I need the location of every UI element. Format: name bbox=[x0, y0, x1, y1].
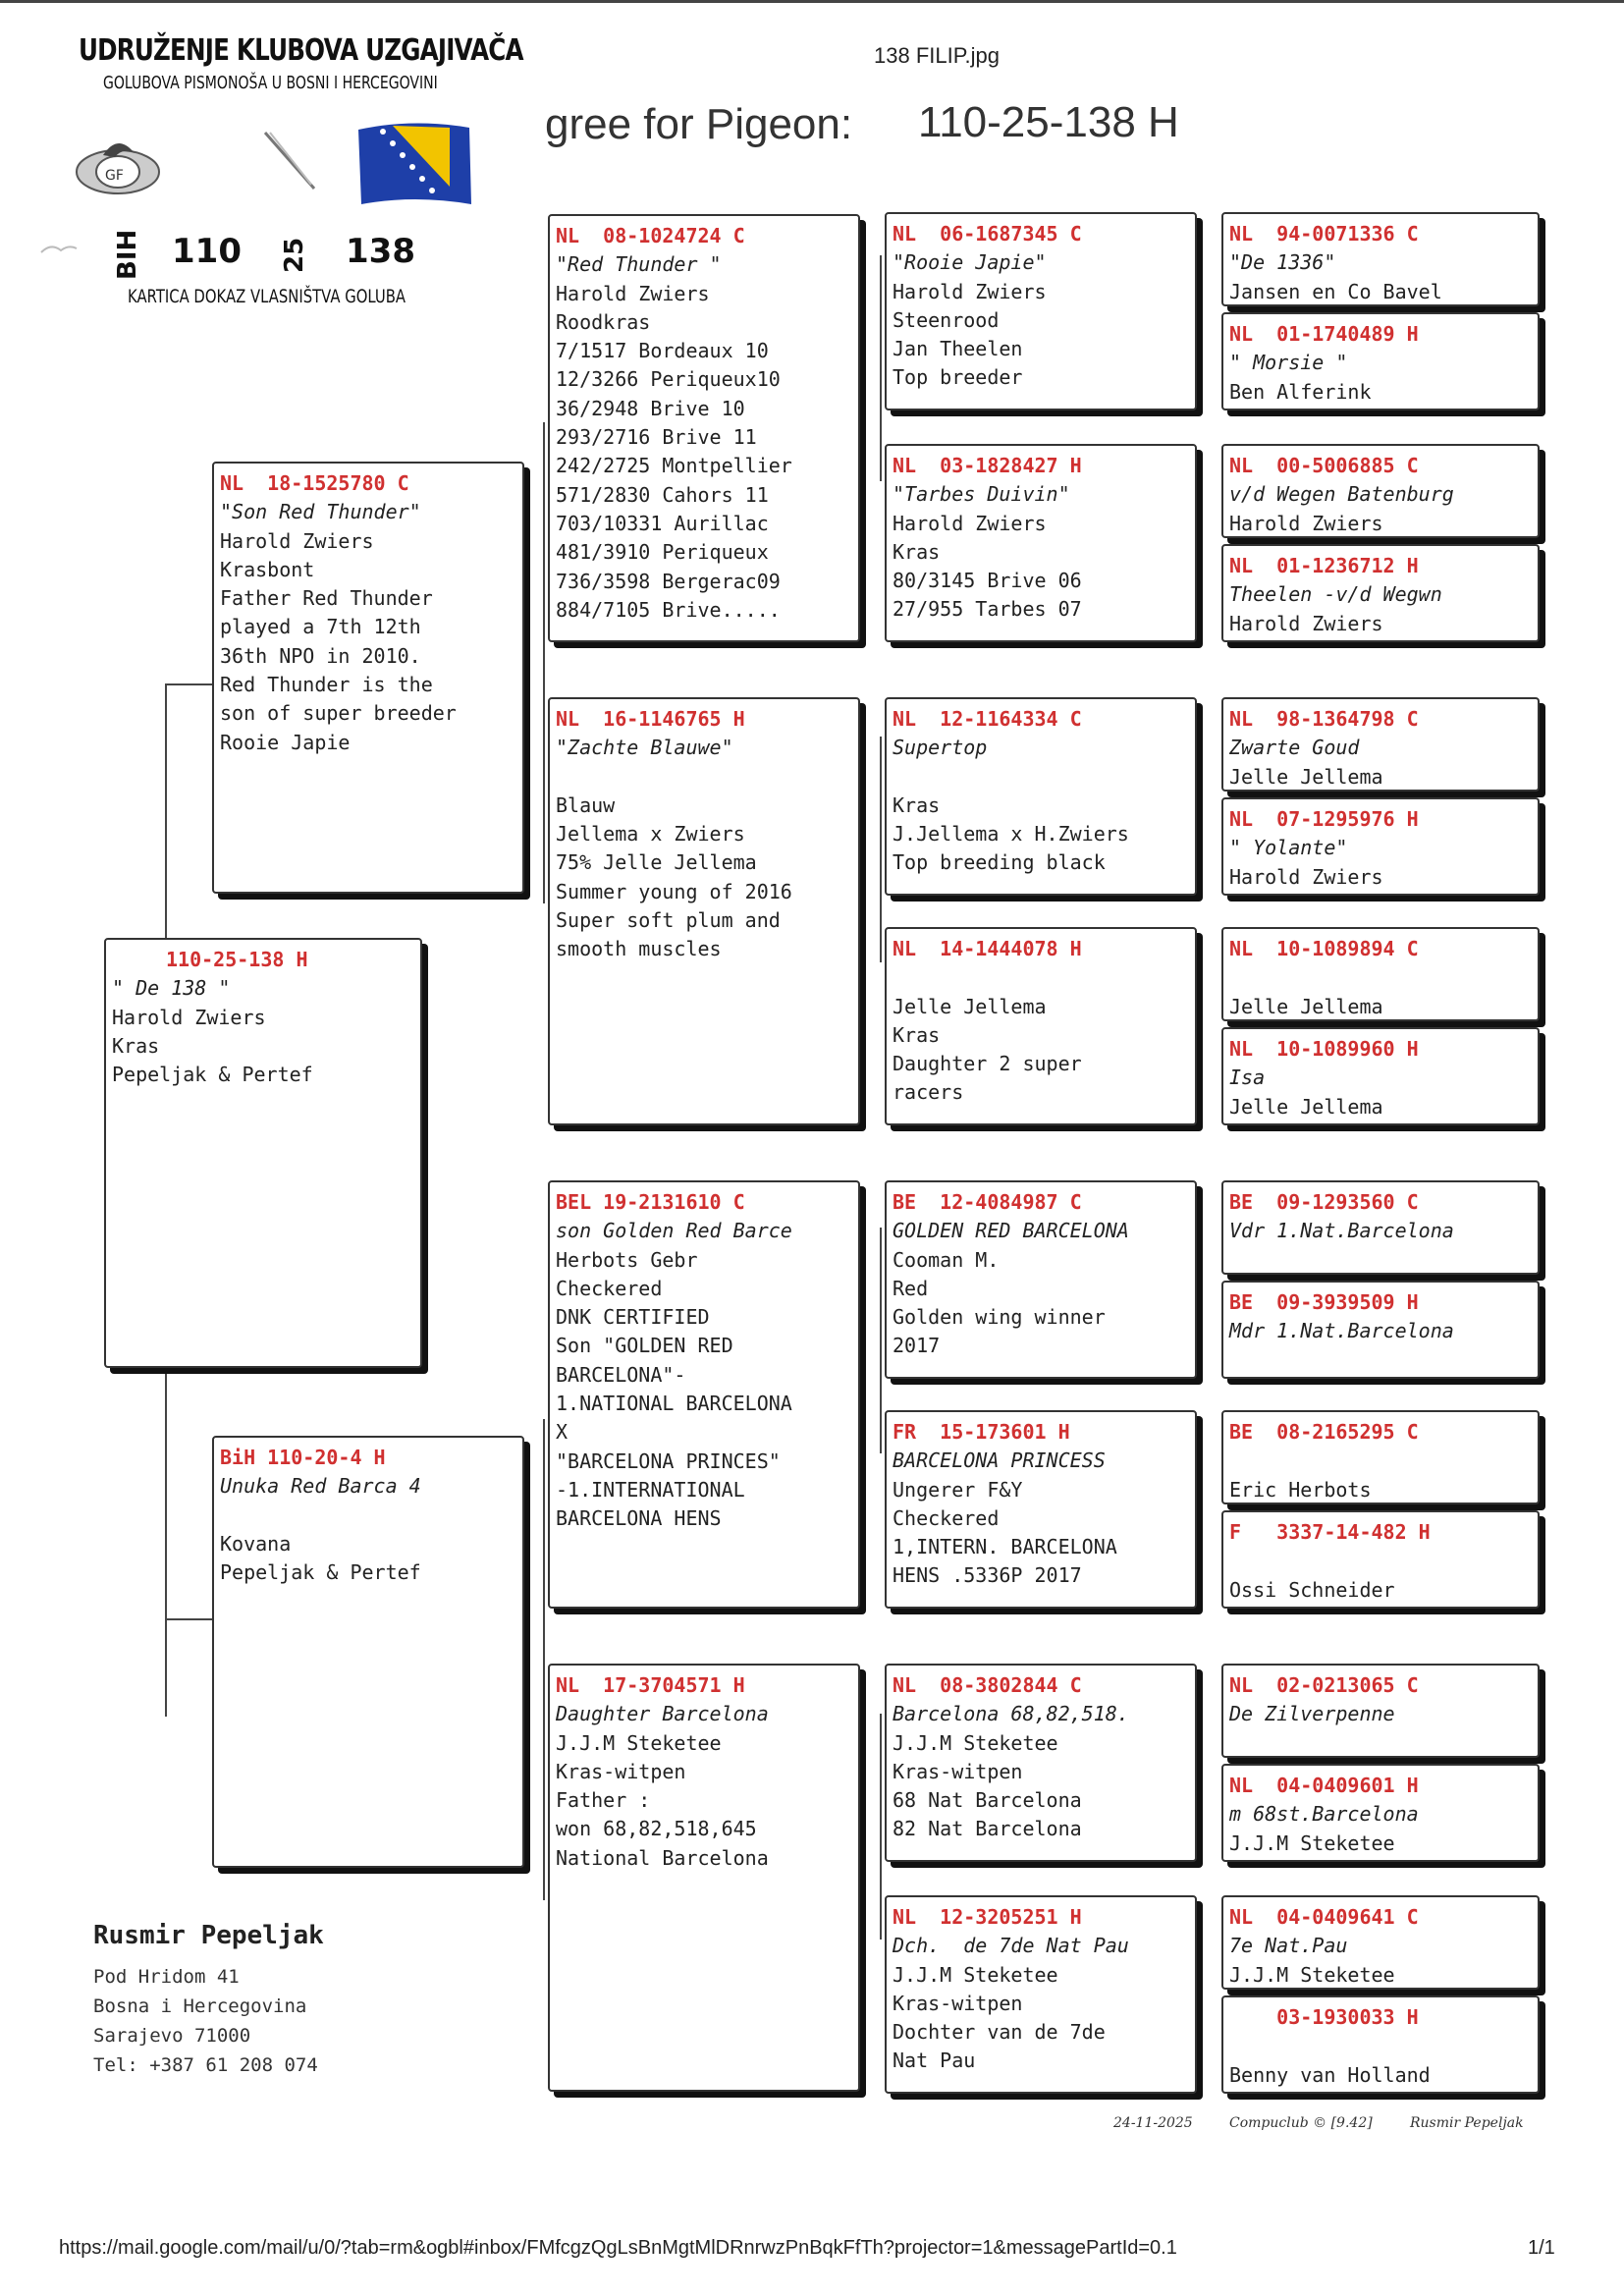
connector bbox=[543, 422, 545, 903]
pigeon-name: Unuka Red Barca 4 bbox=[220, 1474, 421, 1499]
pigeon-detail: Father : bbox=[556, 1788, 651, 1813]
ring-number: NL 17-3704571 H bbox=[556, 1673, 745, 1697]
pigeon-detail: 481/3910 Periqueux bbox=[556, 540, 769, 565]
pigeon-detail: Kras-witpen bbox=[556, 1759, 686, 1783]
ring-number: NL 07-1295976 H bbox=[1229, 807, 1419, 831]
pigeon-card-sire[interactable] bbox=[212, 462, 524, 894]
svg-text:GF: GF bbox=[105, 168, 124, 184]
ring-part-2: 138 bbox=[346, 232, 415, 271]
pigeon-detail: won 68,82,518,645 bbox=[556, 1817, 757, 1841]
pigeon-detail: "BARCELONA PRINCES" bbox=[556, 1448, 781, 1473]
pigeon-detail: 68 Nat Barcelona bbox=[893, 1788, 1082, 1813]
pigeon-card-dd[interactable] bbox=[548, 1664, 860, 2092]
pigeon-card-sss[interactable] bbox=[885, 212, 1197, 410]
ring-number: BE 12-4084987 C bbox=[893, 1190, 1082, 1214]
pigeon-detail: Rooie Japie bbox=[220, 730, 351, 754]
pigeon-detail: National Barcelona bbox=[556, 1845, 769, 1870]
page-title-ring: 110-25-138 H bbox=[918, 98, 1179, 146]
connector bbox=[165, 683, 214, 685]
pigeon-card-ss[interactable] bbox=[548, 214, 860, 642]
pigeon-detail: -1.INTERNATIONAL bbox=[556, 1477, 745, 1502]
pigeon-card-dam[interactable] bbox=[212, 1436, 524, 1868]
author-credit: Rusmir Pepeljak bbox=[1410, 2115, 1524, 2131]
ring-number: NL 12-3205251 H bbox=[893, 1905, 1082, 1929]
pigeon-name: Zwarte Goud bbox=[1229, 736, 1360, 760]
pigeon-detail: DNK CERTIFIED bbox=[556, 1305, 710, 1330]
pigeon-detail: Blauw bbox=[556, 792, 616, 817]
top-border bbox=[0, 0, 1624, 3]
pigeon-card-g8[interactable] bbox=[1221, 1027, 1540, 1125]
pigeon-name: "Tarbes Duivin" bbox=[893, 482, 1070, 507]
pigeon-detail: Eric Herbots bbox=[1229, 1477, 1372, 1502]
ring-number: NL 03-1828427 H bbox=[893, 454, 1082, 477]
ring-number: FR 15-173601 H bbox=[893, 1420, 1070, 1444]
owner-address: Bosna i Hercegovina bbox=[93, 1995, 307, 2017]
pigeon-detail: 2017 bbox=[893, 1334, 941, 1358]
pigeon-name: "Zachte Blauwe" bbox=[556, 736, 733, 760]
dove-watermark-icon bbox=[39, 241, 79, 264]
pigeon-name: Dch. de 7de Nat Pau bbox=[893, 1934, 1129, 1958]
ring-number: BE 09-1293560 C bbox=[1229, 1190, 1419, 1214]
ring-number: NL 06-1687345 C bbox=[893, 222, 1082, 246]
pigeon-detail: Dochter van de 7de bbox=[893, 2020, 1106, 2045]
pigeon-detail: Harold Zwiers bbox=[1229, 864, 1383, 889]
ring-number: NL 04-0409641 C bbox=[1229, 1905, 1419, 1929]
pigeon-detail: Harold Zwiers bbox=[1229, 611, 1383, 635]
ring-number: 110-25-138 H bbox=[166, 948, 308, 971]
pigeon-detail: 884/7105 Brive..... bbox=[556, 597, 781, 622]
pigeon-name: Mdr 1.Nat.Barcelona bbox=[1229, 1319, 1454, 1343]
pigeon-card-g14[interactable] bbox=[1221, 1764, 1540, 1862]
connector bbox=[165, 1618, 214, 1620]
pigeon-detail: Ben Alferink bbox=[1229, 379, 1372, 404]
pigeon-card-sdd[interactable] bbox=[885, 927, 1197, 1125]
pigeon-detail: 293/2716 Brive 11 bbox=[556, 425, 757, 450]
pigeon-detail: BARCELONA HENS bbox=[556, 1506, 722, 1531]
pigeon-name: "Red Thunder " bbox=[556, 252, 722, 277]
ring-number: NL 12-1164334 C bbox=[893, 707, 1082, 731]
pigeon-detail: Jan Theelen bbox=[893, 337, 1023, 361]
pigeon-card-subject[interactable] bbox=[104, 938, 422, 1368]
pigeon-name bbox=[1229, 2032, 1532, 2060]
pigeon-detail: Jelle Jellema bbox=[1229, 994, 1383, 1018]
pigeon-detail: J.J.M Steketee bbox=[1229, 1831, 1395, 1855]
pigeon-detail: 7/1517 Bordeaux 10 bbox=[556, 339, 769, 363]
pigeon-detail: Steenrood bbox=[893, 307, 1000, 332]
country-code: BIH bbox=[113, 229, 142, 280]
ring-number: NL 10-1089894 C bbox=[1229, 937, 1419, 960]
ring-number: NL 16-1146765 H bbox=[556, 707, 745, 731]
pigeon-detail: Summer young of 2016 bbox=[556, 879, 792, 903]
ring-number: NL 01-1236712 H bbox=[1229, 554, 1419, 577]
pigeon-card-g10[interactable] bbox=[1221, 1281, 1540, 1379]
pigeon-detail: Kras bbox=[893, 792, 941, 817]
pigeon-detail: Daughter 2 super bbox=[893, 1052, 1082, 1076]
pigeon-detail: racers bbox=[893, 1080, 964, 1105]
pigeon-detail: Nat Pau bbox=[893, 2049, 976, 2073]
pigeon-detail: smooth muscles bbox=[556, 937, 722, 961]
pigeon-detail: Kras bbox=[893, 539, 941, 564]
pigeon-detail bbox=[893, 763, 1189, 792]
pigeon-detail: Ossi Schneider bbox=[1229, 1577, 1395, 1602]
ring-number: BEL 19-2131610 C bbox=[556, 1190, 745, 1214]
pigeon-detail: Red bbox=[893, 1276, 929, 1300]
ring-year: 25 bbox=[280, 237, 309, 273]
pigeon-detail: Krasbont bbox=[220, 557, 315, 581]
pigeon-name: Daughter Barcelona bbox=[556, 1702, 769, 1726]
pigeon-detail: Checkered bbox=[893, 1505, 1000, 1530]
pigeon-card-g7[interactable] bbox=[1221, 927, 1540, 1021]
pigeon-detail: Benny van Holland bbox=[1229, 2062, 1431, 2087]
pigeon-name: Isa bbox=[1229, 1066, 1266, 1090]
ring-number: F 3337-14-482 H bbox=[1229, 1520, 1431, 1544]
pigeon-card-g1[interactable] bbox=[1221, 212, 1540, 306]
pigeon-card-g2[interactable] bbox=[1221, 312, 1540, 410]
ring-number: BiH 110-20-4 H bbox=[220, 1446, 386, 1469]
pigeon-name: Theelen -v/d Wegwn bbox=[1229, 582, 1442, 607]
pigeon-detail: Harold Zwiers bbox=[893, 511, 1047, 535]
ring-number: NL 02-0213065 C bbox=[1229, 1673, 1419, 1697]
ring-number: NL 98-1364798 C bbox=[1229, 707, 1419, 731]
pigeon-detail: Harold Zwiers bbox=[556, 281, 710, 305]
owner-address: Pod Hridom 41 bbox=[93, 1966, 240, 1988]
pigeon-detail: Father Red Thunder bbox=[220, 586, 433, 611]
bih-flag-icon bbox=[353, 118, 476, 215]
pigeon-detail: 27/955 Tarbes 07 bbox=[893, 597, 1082, 622]
club-logo bbox=[64, 128, 172, 210]
pigeon-card-dss[interactable] bbox=[885, 1180, 1197, 1379]
ring-part-1: 110 bbox=[172, 232, 242, 271]
pigeon-feather-icon bbox=[260, 128, 319, 200]
pigeon-detail: son of super breeder bbox=[220, 701, 457, 726]
page-number: 1/1 bbox=[1528, 2237, 1555, 2259]
pigeon-detail: Harold Zwiers bbox=[220, 528, 374, 553]
connector bbox=[880, 737, 882, 962]
pigeon-name bbox=[893, 963, 1189, 992]
pigeon-name: " Morsie " bbox=[1229, 351, 1348, 375]
pigeon-name: "De 1336" bbox=[1229, 250, 1336, 275]
connector bbox=[543, 1419, 545, 1900]
pigeon-detail: Herbots Gebr bbox=[556, 1247, 698, 1272]
pigeon-detail: 703/10331 Aurillac bbox=[556, 511, 769, 535]
pigeon-detail bbox=[556, 763, 852, 792]
owner-name: Rusmir Pepeljak bbox=[93, 1921, 324, 1950]
connector bbox=[880, 1714, 882, 1940]
pigeon-detail: Jelle Jellema bbox=[1229, 1094, 1383, 1119]
pigeon-card-g16[interactable] bbox=[1221, 1995, 1540, 2094]
pigeon-card-g15[interactable] bbox=[1221, 1895, 1540, 1990]
pigeon-detail: Ungerer F&Y bbox=[893, 1477, 1023, 1502]
pigeon-detail: Kras bbox=[112, 1033, 160, 1058]
pigeon-detail: 36th NPO in 2010. bbox=[220, 643, 421, 668]
ring-number: NL 18-1525780 C bbox=[220, 471, 409, 495]
pigeon-detail bbox=[220, 1502, 516, 1530]
ring-number: NL 08-3802844 C bbox=[893, 1673, 1082, 1697]
pigeon-detail: 80/3145 Brive 06 bbox=[893, 569, 1082, 593]
pigeon-name: " De 138 " bbox=[112, 976, 231, 1001]
owner-phone: Tel: +387 61 208 074 bbox=[93, 2054, 318, 2076]
pigeon-card-g4[interactable] bbox=[1221, 544, 1540, 642]
pigeon-detail: 12/3266 Periqueux10 bbox=[556, 367, 781, 392]
pigeon-card-ddd[interactable] bbox=[885, 1895, 1197, 2094]
pigeon-name: Vdr 1.Nat.Barcelona bbox=[1229, 1219, 1454, 1243]
pigeon-detail: Jelle Jellema bbox=[893, 994, 1047, 1018]
file-name: 138 FILIP.jpg bbox=[874, 43, 1001, 68]
ring-number: NL 00-5006885 C bbox=[1229, 454, 1419, 477]
pigeon-name: 7e Nat.Pau bbox=[1229, 1934, 1348, 1958]
pigeon-detail: 736/3598 Bergerac09 bbox=[556, 569, 781, 593]
page-title-prefix: gree for Pigeon: bbox=[545, 100, 853, 148]
pigeon-name bbox=[1229, 963, 1532, 992]
pigeon-card-g9[interactable] bbox=[1221, 1180, 1540, 1275]
ring-number: BE 08-2165295 C bbox=[1229, 1420, 1419, 1444]
pigeon-card-g3[interactable] bbox=[1221, 444, 1540, 538]
ring-number: NL 01-1740489 H bbox=[1229, 322, 1419, 346]
pigeon-name: "Son Red Thunder" bbox=[220, 500, 421, 524]
pigeon-detail: Harold Zwiers bbox=[893, 279, 1047, 303]
pigeon-name: BARCELONA PRINCESS bbox=[893, 1448, 1106, 1473]
pigeon-detail: BARCELONA"- bbox=[556, 1362, 686, 1387]
page-url: https://mail.google.com/mail/u/0/?tab=rm&ogbl#inbox/FMfcgzQgLsBnMgtMlDRnrwzPnBqkFfTh?projector=1&messagePartId=0.1 bbox=[59, 2237, 1177, 2259]
pigeon-card-sds[interactable] bbox=[885, 697, 1197, 896]
print-date: 24-11-2025 bbox=[1113, 2115, 1193, 2131]
pigeon-detail: Kras-witpen bbox=[893, 1759, 1023, 1783]
connector bbox=[880, 255, 882, 481]
pigeon-detail: 36/2948 Brive 10 bbox=[556, 396, 745, 420]
pigeon-name: Barcelona 68,82,518. bbox=[893, 1702, 1129, 1726]
pigeon-detail: Jellema x Zwiers bbox=[556, 822, 745, 847]
pigeon-detail: Kras-witpen bbox=[893, 1991, 1023, 2015]
card-caption: KARTICA DOKAZ VLASNIŠTVA GOLUBA bbox=[128, 286, 406, 307]
software-credit: Compuclub © [9.42] bbox=[1229, 2115, 1373, 2131]
pigeon-detail: Jansen en Co Bavel bbox=[1229, 279, 1442, 303]
pigeon-detail: Harold Zwiers bbox=[1229, 511, 1383, 535]
pigeon-detail: Son "GOLDEN RED bbox=[556, 1334, 733, 1358]
pigeon-card-dds[interactable] bbox=[885, 1664, 1197, 1862]
pigeon-name: GOLDEN RED BARCELONA bbox=[893, 1219, 1129, 1243]
pigeon-detail: Pepeljak & Pertef bbox=[220, 1560, 421, 1585]
org-name: UDRUŽENJE KLUBOVA UZGAJIVAČA bbox=[79, 33, 523, 68]
pigeon-card-g12[interactable] bbox=[1221, 1510, 1540, 1609]
ring-number: NL 04-0409601 H bbox=[1229, 1774, 1419, 1797]
ring-number: NL 94-0071336 C bbox=[1229, 222, 1419, 246]
pigeon-detail: Harold Zwiers bbox=[112, 1005, 266, 1029]
pigeon-detail: Golden wing winner bbox=[893, 1305, 1106, 1330]
pigeon-detail: Top breeder bbox=[893, 365, 1023, 390]
pigeon-name: "Rooie Japie" bbox=[893, 250, 1047, 275]
pigeon-detail: 1,INTERN. BARCELONA bbox=[893, 1535, 1117, 1559]
ring-number: 03-1930033 H bbox=[1229, 2005, 1419, 2029]
pigeon-detail: 82 Nat Barcelona bbox=[893, 1817, 1082, 1841]
pigeon-detail: 242/2725 Montpellier bbox=[556, 454, 792, 478]
pigeon-detail: J.J.M Steketee bbox=[893, 1962, 1058, 1987]
ring-number: BE 09-3939509 H bbox=[1229, 1290, 1419, 1314]
pigeon-detail: X bbox=[556, 1420, 568, 1445]
pigeon-name bbox=[1229, 1547, 1532, 1575]
pigeon-detail: Checkered bbox=[556, 1276, 663, 1300]
pigeon-name: v/d Wegen Batenburg bbox=[1229, 482, 1454, 507]
pigeon-detail: J.J.M Steketee bbox=[893, 1730, 1058, 1755]
pigeon-detail: Pepeljak & Pertef bbox=[112, 1063, 313, 1087]
pigeon-name: m 68st.Barcelona bbox=[1229, 1802, 1419, 1827]
pigeon-detail: Red Thunder is the bbox=[220, 673, 433, 697]
connector bbox=[880, 1228, 882, 1453]
ring-number: NL 08-1024724 C bbox=[556, 224, 745, 247]
pigeon-detail: 75% Jelle Jellema bbox=[556, 850, 757, 875]
pigeon-detail: played a 7th 12th bbox=[220, 615, 421, 639]
pigeon-name bbox=[1229, 1447, 1532, 1475]
pigeon-card-dsd[interactable] bbox=[885, 1410, 1197, 1609]
pigeon-name: Supertop bbox=[893, 736, 988, 760]
pigeon-card-g11[interactable] bbox=[1221, 1410, 1540, 1504]
org-subname: GOLUBOVA PISMONOŠA U BOSNI I HERCEGOVINI bbox=[103, 73, 438, 93]
pigeon-detail: Top breeding black bbox=[893, 850, 1106, 875]
ring-number: NL 10-1089960 H bbox=[1229, 1037, 1419, 1061]
pigeon-detail: Kras bbox=[893, 1022, 941, 1047]
pigeon-card-g5[interactable] bbox=[1221, 697, 1540, 792]
pigeon-detail: HENS .5336P 2017 bbox=[893, 1563, 1082, 1588]
pigeon-detail: Roodkras bbox=[556, 309, 651, 334]
pigeon-detail: J.J.M Steketee bbox=[556, 1730, 722, 1755]
pigeon-card-ssd[interactable] bbox=[885, 444, 1197, 642]
owner-address: Sarajevo 71000 bbox=[93, 2025, 251, 2047]
pigeon-detail: 571/2830 Cahors 11 bbox=[556, 482, 769, 507]
pigeon-detail: 1.NATIONAL BARCELONA bbox=[556, 1392, 792, 1416]
pigeon-name: son Golden Red Barce bbox=[556, 1219, 792, 1243]
pigeon-card-sd[interactable] bbox=[548, 697, 860, 1125]
pigeon-name: De Zilverpenne bbox=[1229, 1702, 1395, 1726]
pigeon-card-g13[interactable] bbox=[1221, 1664, 1540, 1758]
pigeon-detail: Kovana bbox=[220, 1531, 292, 1556]
pigeon-detail: J.Jellema x H.Zwiers bbox=[893, 822, 1129, 847]
pigeon-detail: Cooman M. bbox=[893, 1247, 1000, 1272]
pigeon-card-ds[interactable] bbox=[548, 1180, 860, 1609]
pigeon-detail: Super soft plum and bbox=[556, 908, 781, 933]
pigeon-detail: Jelle Jellema bbox=[1229, 764, 1383, 789]
pigeon-card-g6[interactable] bbox=[1221, 797, 1540, 896]
ring-number: NL 14-1444078 H bbox=[893, 937, 1082, 960]
pigeon-name: " Yolante" bbox=[1229, 836, 1348, 860]
pigeon-detail: J.J.M Steketee bbox=[1229, 1962, 1395, 1987]
